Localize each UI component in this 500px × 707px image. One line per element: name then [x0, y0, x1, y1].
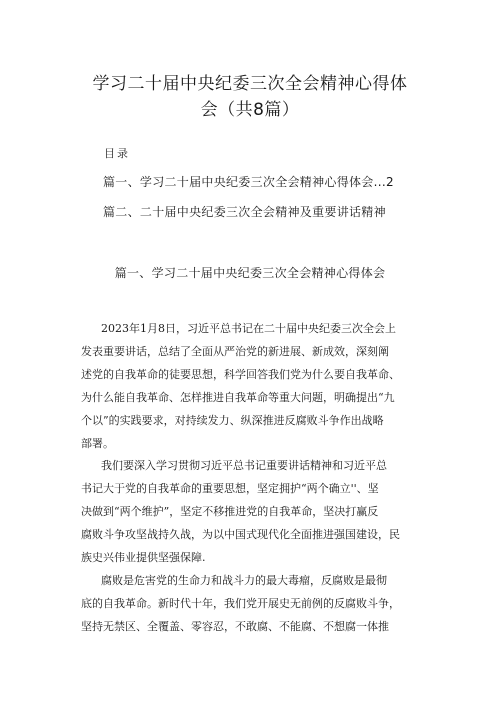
paragraph-line: 述党的自我革命的徒要思想，科学回答我们党为什么要自我革命、 [81, 368, 400, 381]
toc-item-2[interactable]: 篇二、二十届中央纪委三次全会精神及重要讲话精神 [103, 205, 386, 219]
document-title-line-2: 会（共8篇） [200, 100, 300, 120]
paragraph-2 [81, 454, 426, 569]
paragraph-line: 族史兴伟业提供坚强保障. [81, 551, 206, 564]
paragraph-line: 书记大于党的自我革命的重要思想，坚定拥护“两个确立''、坚 [81, 482, 379, 495]
paragraph-line: 底的自我革命。新时代十年，我们党开展史无前例的反腐败斗争， [81, 597, 400, 610]
paragraph-3 [81, 569, 426, 638]
paragraph-line: 部署。 [81, 437, 114, 450]
paragraph-line: 个以”的实践要求，对持续发力、纵深推进反腐败斗争作出战略 [81, 414, 384, 427]
paragraph-line: 腐败是危害党的生命力和战斗力的最大毒瘤，反腐败是最彻 [101, 574, 387, 587]
paragraph-line: 腐败斗争攻坚战持久战，为以中国式现代化全面推进强国建设，民 [81, 528, 400, 541]
paragraph-line: 为什么能自我革命、怎样推进自我革命等重大问题，明确提出“九 [81, 391, 395, 404]
document-title-line-1: 学习二十届中央纪委三次全会精神心得体 [92, 74, 408, 94]
toc-item-1[interactable]: 篇一、学习二十届中央纪委三次全会精神心得体会...2 [103, 175, 394, 189]
paragraph-line: 2023年1月8日，习近平总书记在二十届中央纪委三次全会上 [101, 322, 396, 335]
paragraph-line: 我们要深入学习贯彻习近平总书记重要讲话精神和习近平总 [101, 459, 387, 472]
paragraph-1 [81, 317, 426, 455]
paragraph-line: 决做到“两个维护”，坚定不移推进党的自我革命，坚决打赢反 [81, 505, 379, 518]
paragraph-line: 坚持无禁区、全覆盖、零容忍，不敢腐、不能腐、不想腐一体推 [81, 620, 389, 633]
paragraph-line: 发表重要讲话，总结了全面从严治党的新进展、新成效，深刻阐 [81, 345, 389, 358]
section-title: 篇一、学习二十届中央纪委三次全会精神心得体会 [114, 266, 386, 280]
toc-heading: 目录 [104, 147, 130, 160]
